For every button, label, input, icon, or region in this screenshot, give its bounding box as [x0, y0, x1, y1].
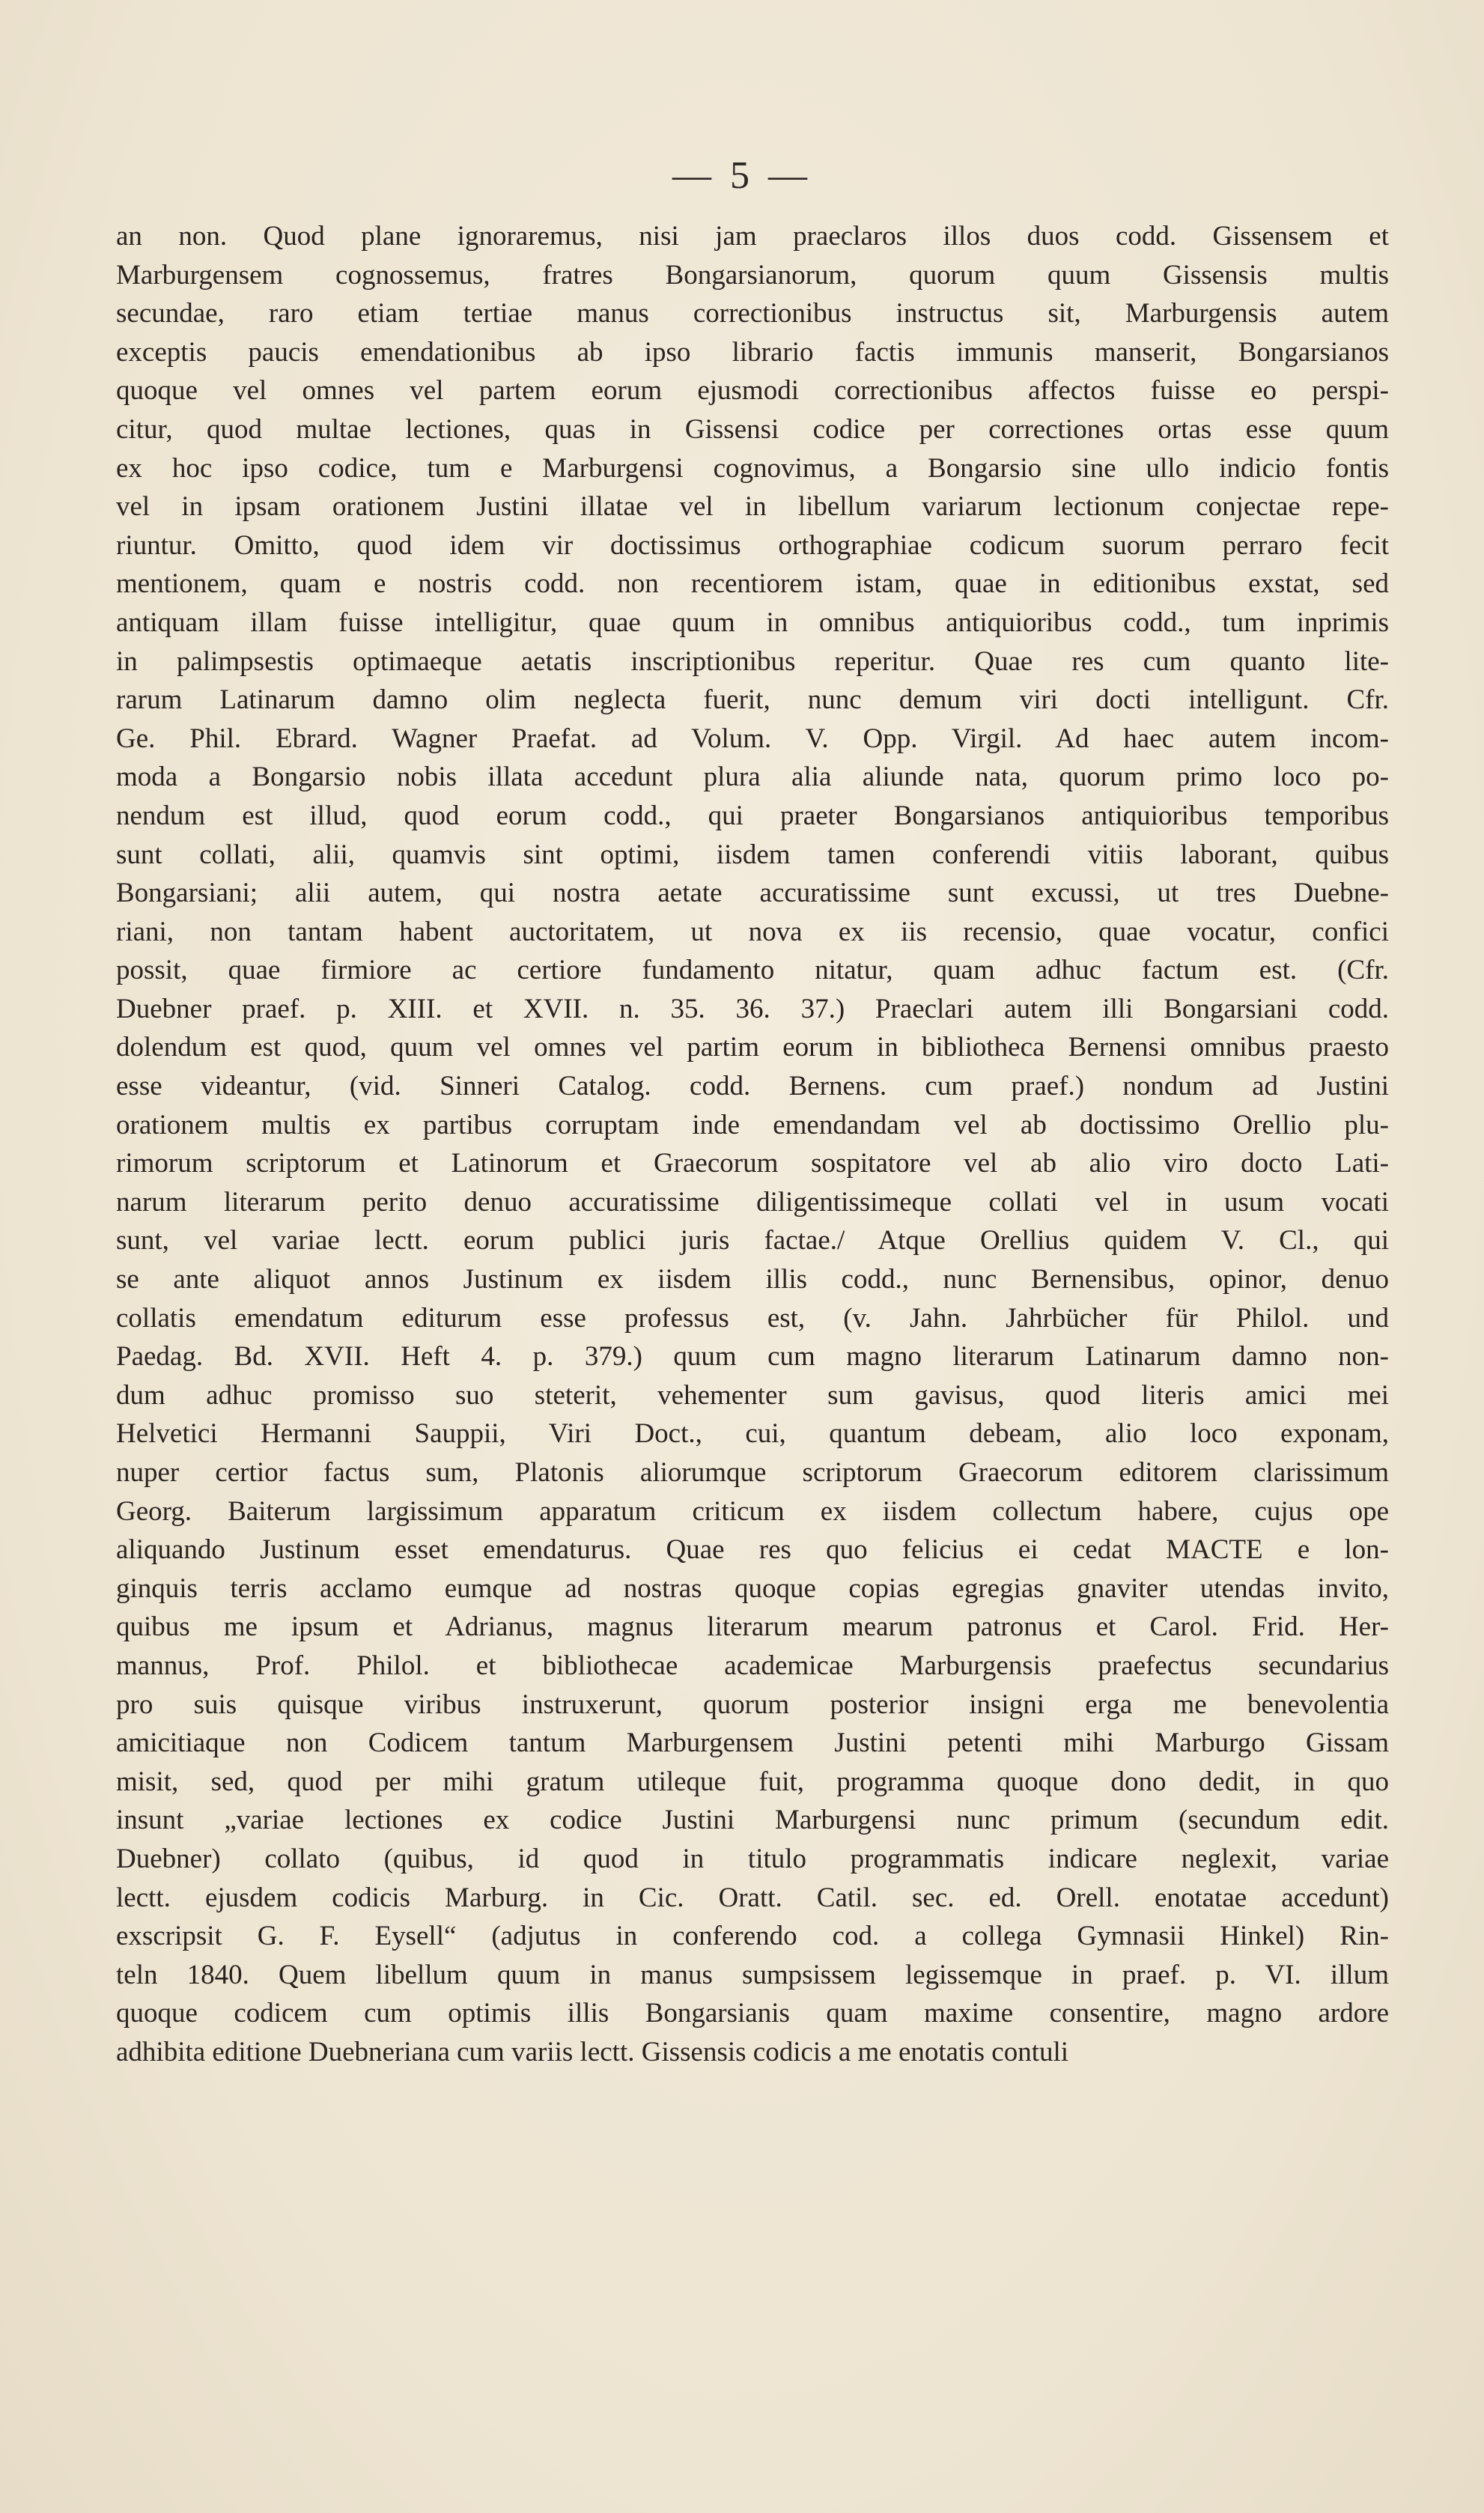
text-line: nuper certior factus sum, Platonis aliorumque scriptorum Graecorum editorem clarissimum: [116, 1457, 1389, 1488]
text-line: se ante aliquot annos Justinum ex iisdem illis codd., nunc Bernensibus, opinor, denuo: [116, 1264, 1389, 1295]
text-line: riuntur. Omitto, quod idem vir doctissimus orthographiae codicum suorum perraro fecit: [116, 529, 1389, 561]
text-line: riani, non tantam habent auctoritatem, ut nova ex iis recensio, quae vocatur, confici: [116, 916, 1389, 947]
text-line: lectt. ejusdem codicis Marburg. in Cic. Oratt. Catil. sec. ed. Orell. enotatae accedunt): [116, 1882, 1389, 1913]
text-line: quibus me ipsum et Adrianus, magnus literarum mearum patronus et Carol. Frid. Her-: [116, 1611, 1389, 1643]
text-line: Georg. Baiterum largissimum apparatum criticum ex iisdem collectum habere, cujus ope: [116, 1495, 1389, 1527]
text-line: rimorum scriptorum et Latinorum et Graecorum sospitatore vel ab alio viro docto Lati-: [116, 1148, 1389, 1179]
text-line: Ge. Phil. Ebrard. Wagner Praefat. ad Volum. V. Opp. Virgil. Ad haec autem incom-: [116, 723, 1389, 754]
text-line: collatis emendatum editurum esse professus est, (v. Jahn. Jahrbücher für Philol. und: [116, 1302, 1389, 1334]
text-line: nendum est illud, quod eorum codd., qui praeter Bongarsianos antiquioribus temporibus: [116, 800, 1389, 831]
text-line: orationem multis ex partibus corruptam inde emendandam vel ab doctissimo Orellio plu-: [116, 1109, 1389, 1140]
text-line: Duebner praef. p. XIII. et XVII. n. 35. 36. 37.) Praeclari autem illi Bongarsiani codd.: [116, 993, 1389, 1024]
text-line: Helvetici Hermanni Sauppii, Viri Doct., cui, quantum debeam, alio loco exponam,: [116, 1418, 1389, 1450]
text-line: Duebner) collato (quibus, id quod in titulo programmatis indicare neglexit, variae: [116, 1843, 1389, 1874]
text-line: possit, quae firmiore ac certiore fundamento nitatur, quam adhuc factum est. (Cfr.: [116, 955, 1389, 986]
text-line: ex hoc ipso codice, tum e Marburgensi cognovimus, a Bongarsio sine ullo indicio fontis: [116, 452, 1389, 484]
text-line: ginquis terris acclamo eumque ad nostras quoque copias egregias gnaviter utendas invito,: [116, 1572, 1389, 1604]
text-line: dolendum est quod, quum vel omnes vel partim eorum in bibliotheca Bernensi omnibus praesto: [116, 1032, 1389, 1063]
text-line: pro suis quisque viribus instruxerunt, quorum posterior insigni erga me benevolentia: [116, 1689, 1389, 1720]
text-line: misit, sed, quod per mihi gratum utileque fuit, programma quoque dono dedit, in quo: [116, 1766, 1389, 1797]
text-line: sunt collati, alii, quamvis sint optimi, iisdem tamen conferendi vitiis laborant, quibus: [116, 839, 1389, 870]
text-line: teln 1840. Quem libellum quum in manus sumpsissem legissemque in praef. p. VI. illum: [116, 1959, 1389, 1990]
text-line: citur, quod multae lectiones, quas in Gissensi codice per correctiones ortas esse quum: [116, 413, 1389, 445]
text-line: adhibita editione Duebneriana cum variis lectt. Gissensis codicis a me enotatis contuli: [116, 2036, 1069, 2067]
text-line: esse videantur, (vid. Sinneri Catalog. codd. Bernens. cum praef.) nondum ad Justini: [116, 1071, 1389, 1102]
text-line: Marburgensem cognossemus, fratres Bongarsianorum, quorum quum Gissensis multis: [116, 259, 1389, 291]
text-line: narum literarum perito denuo accuratissime diligentissimeque collati vel in usum vocati: [116, 1186, 1389, 1218]
text-line: secundae, raro etiam tertiae manus correctionibus instructus sit, Marburgensis autem: [116, 298, 1389, 329]
page-number: — 5 —: [672, 154, 812, 197]
text-line: amicitiaque non Codicem tantum Marburgensem Justini petenti mihi Marburgo Gissam: [116, 1728, 1389, 1759]
text-line: moda a Bongarsio nobis illata accedunt plura alia aliunde nata, quorum primo loco po-: [116, 762, 1389, 793]
text-line: sunt, vel variae lectt. eorum publici juris factae./ Atque Orellius quidem V. Cl., qui: [116, 1225, 1389, 1256]
text-line: mannus, Prof. Philol. et bibliothecae academicae Marburgensis praefectus secundarius: [116, 1650, 1389, 1681]
text-line: an non. Quod plane ignoraremus, nisi jam praeclaros illos duos codd. Gissensem et: [116, 221, 1389, 252]
text-line: vel in ipsam orationem Justini illatae vel in libellum variarum lectionum conjectae repe-: [116, 491, 1389, 523]
text-line: mentionem, quam e nostris codd. non recentiorem istam, quae in editionibus exstat, sed: [116, 568, 1389, 600]
text-line: Bongarsiani; alii autem, qui nostra aetate accuratissime sunt excussi, ut tres Duebne-: [116, 878, 1389, 909]
text-line: exceptis paucis emendationibus ab ipso librario factis immunis manserit, Bongarsianos: [116, 336, 1389, 368]
text-line: exscripsit G. F. Eysell“ (adjutus in conferendo cod. a collega Gymnasii Hinkel) Rin-: [116, 1921, 1389, 1952]
text-line: rarum Latinarum damno olim neglecta fuerit, nunc demum viri docti intelligunt. Cfr.: [116, 684, 1389, 716]
text-line: quoque codicem cum optimis illis Bongarsianis quam maxime consentire, magno ardore: [116, 1998, 1389, 2029]
text-line: insunt „variae lectiones ex codice Justini Marburgensi nunc primum (secundum edit.: [116, 1805, 1389, 1836]
body-text: [116, 217, 1389, 2072]
text-line: quoque vel omnes vel partem eorum ejusmodi correctionibus affectos fuisse eo perspi-: [116, 375, 1389, 407]
text-line: Paedag. Bd. XVII. Heft 4. p. 379.) quum cum magno literarum Latinarum damno non-: [116, 1341, 1389, 1373]
text-line: antiquam illam fuisse intelligitur, quae quum in omnibus antiquioribus codd., tum inprimis: [116, 607, 1389, 638]
text-line: aliquando Justinum esset emendaturus. Quae res quo felicius ei cedat MACTE e lon-: [116, 1534, 1389, 1566]
text-line: dum adhuc promisso suo steterit, vehementer sum gavisus, quod literis amici mei: [116, 1379, 1389, 1411]
text-line: in palimpsestis optimaeque aetatis inscriptionibus reperitur. Quae res cum quanto lite-: [116, 645, 1389, 677]
